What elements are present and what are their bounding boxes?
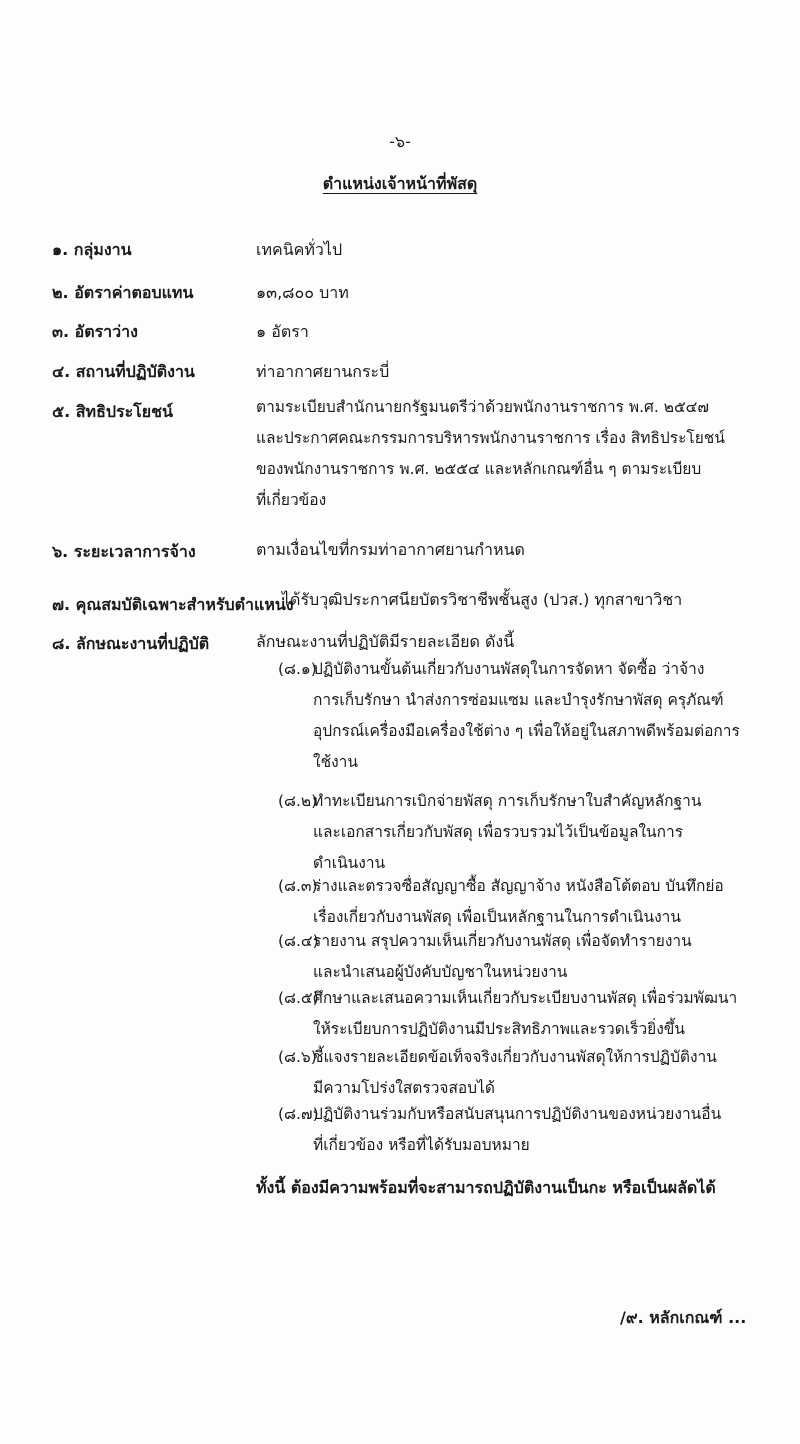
duty-line: มีความโปร่งใสตรวจสอบได้ [313, 1079, 495, 1097]
duty-line: และเอกสารเกี่ยวกับพัสดุ เพื่อรวบรวมไว้เป็นข้อมูลในการ [313, 823, 684, 841]
page-title-text: ตำแหน่งเจ้าหน้าที่พัสดุ [322, 174, 478, 193]
duty-item [278, 926, 788, 988]
field-value-compensation: ๑๓,๘๐๐ บาท [256, 283, 349, 302]
duty-line: และนำเสนอผู้บังคับบัญชาในหน่วยงาน [313, 963, 568, 981]
duty-line: อุปกรณ์เครื่องมือเครื่องใช้ต่าง ๆ เพื่อให้อยู่ในสภาพดีพร้อมต่อการ [313, 722, 740, 740]
field-value-employment-period: ตามเงื่อนไขที่กรมท่าอากาศยานกำหนด [256, 540, 525, 559]
closing-statement: ทั้งนี้ ต้องมีความพร้อมที่จะสามารถปฏิบัติงานเป็นกะ หรือเป็นผลัดได้ [256, 1178, 716, 1197]
duty-item [278, 786, 788, 879]
field-value-work-group: เทคนิคทั่วไป [256, 240, 343, 259]
field-label-job-description: ๘. ลักษณะงานที่ปฏิบัติ [52, 634, 210, 653]
duty-number: (๘.๕) [278, 989, 319, 1007]
duty-line: ศึกษาและเสนอความเห็นเกี่ยวกับระเบียบงานพัสดุ เพื่อร่วมพัฒนา [313, 989, 738, 1007]
duty-number: (๘.๒) [278, 792, 318, 810]
page-number: -๖- [389, 132, 411, 151]
field-label-qualifications: ๗. คุณสมบัติเฉพาะสำหรับตำแหน่ง [52, 595, 294, 614]
field-value-job-description: ลักษณะงานที่ปฏิบัติมีรายละเอียด ดังนี้ [256, 632, 515, 651]
field-value-vacancies: ๑ อัตรา [256, 322, 309, 341]
field-label-benefits: ๕. สิทธิประโยชน์ [52, 402, 173, 421]
duty-item [278, 1099, 788, 1161]
duty-number: (๘.๑) [278, 660, 317, 678]
duty-number: (๘.๓) [278, 877, 318, 895]
page-title [0, 172, 800, 197]
field-label-employment-period: ๖. ระยะเวลาการจ้าง [52, 542, 196, 561]
duty-line: ปฏิบัติงานร่วมกับหรือสนับสนุนการปฏิบัติงานของหน่วยงานอื่น [313, 1105, 722, 1123]
benefits-line: ของพนักงานราชการ พ.ศ. ๒๕๕๔ และหลักเกณฑ์อื่น ๆ ตามระเบียบ [256, 460, 702, 478]
duty-line: ทำทะเบียนการเบิกจ่ายพัสดุ การเก็บรักษาใบสำคัญหลักฐาน [313, 792, 702, 810]
duty-line: ปฏิบัติงานขั้นต้นเกี่ยวกับงานพัสดุในการจัดหา จัดซื้อ ว่าจ้าง [313, 660, 705, 678]
duty-line: ให้ระเบียบการปฏิบัติงานมีประสิทธิภาพและรวดเร็วยิ่งขึ้น [313, 1020, 685, 1038]
field-value-qualifications: ได้รับวุฒิประกาศนียบัตรวิชาชีพชั้นสูง (ปวส.) ทุกสาขาวิชา [282, 590, 683, 609]
benefits-line: ตามระเบียบสำนักนายกรัฐมนตรีว่าด้วยพนักงานราชการ พ.ศ. ๒๕๔๗ [256, 398, 710, 416]
duty-item [278, 654, 788, 778]
duty-line: ดำเนินงาน [313, 854, 386, 872]
next-page-reference: /๙. หลักเกณฑ์ ... [620, 1308, 747, 1327]
duty-line: การเก็บรักษา นำส่งการซ่อมแซม และบำรุงรักษาพัสดุ ครุภัณฑ์ [313, 691, 724, 709]
duty-line: ร่างและตรวจซื่อสัญญาซื้อ สัญญาจ้าง หนังสือโต้ตอบ บันทึกย่อ [313, 877, 724, 895]
field-label-workplace: ๔. สถานที่ปฏิบัติงาน [52, 362, 195, 381]
field-label-work-group: ๑. กลุ่มงาน [52, 240, 132, 259]
field-value-benefits [256, 392, 786, 516]
duty-number: (๘.๔) [278, 932, 319, 950]
duty-item [278, 1042, 788, 1104]
duty-line: เรื่องเกี่ยวกับงานพัสดุ เพื่อเป็นหลักฐานในการดำเนินงาน [313, 908, 681, 926]
benefits-line: ที่เกี่ยวข้อง [256, 491, 327, 509]
duty-line: ใช้งาน [313, 753, 358, 771]
field-value-workplace: ท่าอากาศยานกระบี่ [256, 362, 390, 381]
field-label-vacancies: ๓. อัตราว่าง [52, 322, 138, 341]
duty-number: (๘.๖) [278, 1048, 317, 1066]
duty-item [278, 983, 788, 1045]
benefits-line: และประกาศคณะกรรมการบริหารพนักงานราชการ เรื่อง สิทธิประโยชน์ [256, 429, 725, 447]
duty-item [278, 871, 788, 933]
duty-number: (๘.๗) [278, 1105, 319, 1123]
duty-line: ที่เกี่ยวข้อง หรือที่ได้รับมอบหมาย [313, 1136, 530, 1154]
field-label-compensation: ๒. อัตราค่าตอบแทน [52, 283, 194, 302]
duty-line: ชี้แจงรายละเอียดข้อเท็จจริงเกี่ยวกับงานพัสดุให้การปฏิบัติงาน [313, 1048, 717, 1066]
duty-line: รายงาน สรุปความเห็นเกี่ยวกับงานพัสดุ เพื่อจัดทำรายงาน [313, 932, 692, 950]
